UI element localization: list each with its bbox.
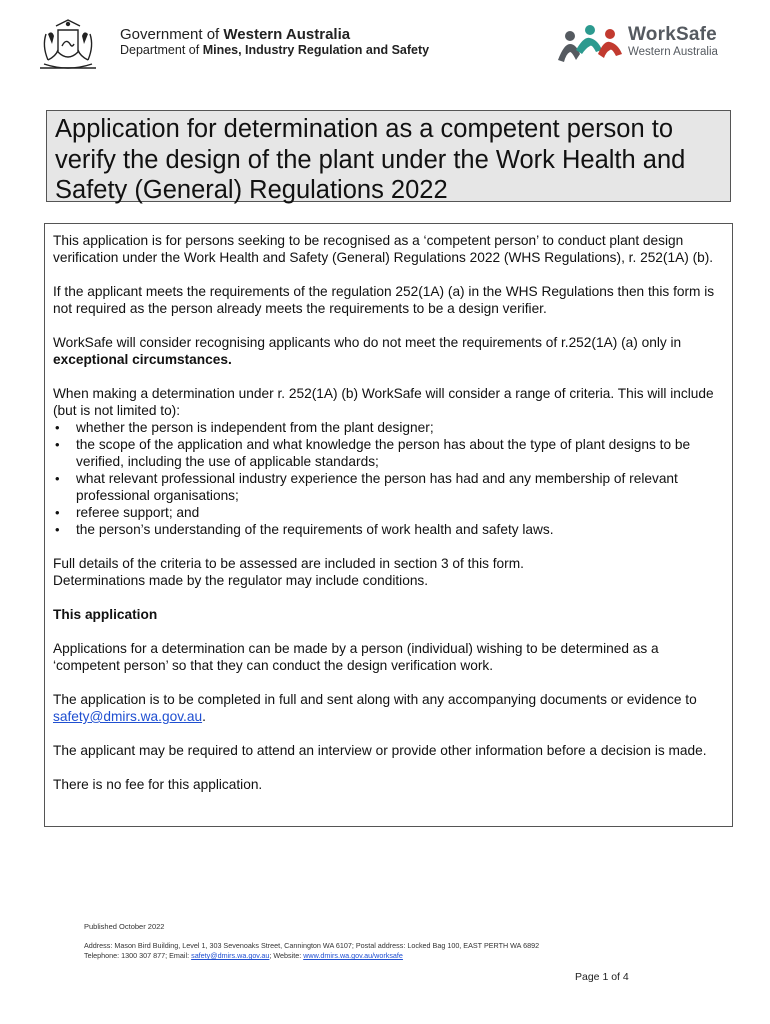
list-item: • referee support; and <box>53 504 724 521</box>
interview-paragraph: The applicant may be required to attend an interview or provide other information before a decision is made. <box>53 743 707 758</box>
page-title: Application for determination as a competent person to verify the design of the plant under the Work Health and Safety (General) Regulations 2022 <box>55 115 686 204</box>
list-item: • whether the person is independent from the plant designer; <box>53 419 724 436</box>
criteria-intro-paragraph: When making a determination under r. 252(1A) (b) WorkSafe will consider a range of criteria. This will include (but is not limited to): <box>53 386 714 418</box>
footer-address: Address: Mason Bird Building, Level 1, 303 Sevenoaks Street, Cannington WA 6107; Postal address: Locked Bag 100, EAST PERTH WA 6892 <box>84 941 540 950</box>
government-name: Government of Western Australia <box>120 26 351 43</box>
intro-content-box <box>44 223 733 827</box>
list-item: • what relevant professional industry experience the person has had and any membership of relevant professional organisations; <box>53 470 724 504</box>
footer-website-link[interactable]: www.dmirs.wa.gov.au/worksafe <box>303 951 403 960</box>
criteria-details-paragraph: Full details of the criteria to be assessed are included in section 3 of this form. Determinations made by the regulator may include conditions. <box>53 556 524 588</box>
worksafe-logo-subtitle: Western Australia <box>628 46 718 58</box>
title-box <box>46 110 731 202</box>
determination-paragraph: Applications for a determination can be made by a person (individual) wishing to be determined as a ‘competent person’ so that they can conduct the design verification work. <box>53 641 659 673</box>
page-number: Page 1 of 4 <box>575 971 629 983</box>
footer-email-link[interactable]: safety@dmirs.wa.gov.au <box>191 951 270 960</box>
list-item: • the person’s understanding of the requirements of work health and safety laws. <box>53 521 724 538</box>
criteria-list <box>53 419 724 538</box>
department-name: Department of Mines, Industry Regulation and Safety <box>120 43 430 57</box>
page-header <box>0 0 770 90</box>
fee-paragraph: There is no fee for this application. <box>53 777 263 792</box>
worksafe-logo-name: WorkSafe <box>628 24 717 45</box>
email-link[interactable]: safety@dmirs.wa.gov.au <box>53 709 203 724</box>
published-date: Published October 2022 <box>84 922 165 931</box>
section-heading: This application <box>53 607 158 622</box>
footer-telephone: Telephone: 1300 307 877; Email: safety@dmirs.wa.gov.au; Website: www.dmirs.wa.gov.au/worksafe <box>84 951 403 960</box>
regulation-paragraph: If the applicant meets the requirements of the regulation 252(1A) (a) in the WHS Regulations then this form is not required as the person already meets the requirements to be a design verifier. <box>53 284 715 316</box>
exceptional-paragraph: WorkSafe will consider recognising applicants who do not meet the requirements of r.252(1A) (a) only in exceptional circumstances. <box>53 335 682 367</box>
footer-contact <box>84 941 539 961</box>
intro-paragraph: This application is for persons seeking to be recognised as a ‘competent person’ to conduct plant design verification under the Work Health and Safety (General) Regulations 2022 (WHS Regulations), r. 252(1A) (b). <box>53 233 714 265</box>
wa-coat-of-arms-icon <box>36 16 100 74</box>
list-item: • the scope of the application and what knowledge the person has about the type of plant designs to be verified, including the use of applicable standards; <box>53 436 724 470</box>
submission-paragraph: The application is to be completed in full and sent along with any accompanying documents or evidence to safety@dmirs.wa.gov.au. <box>53 692 697 724</box>
